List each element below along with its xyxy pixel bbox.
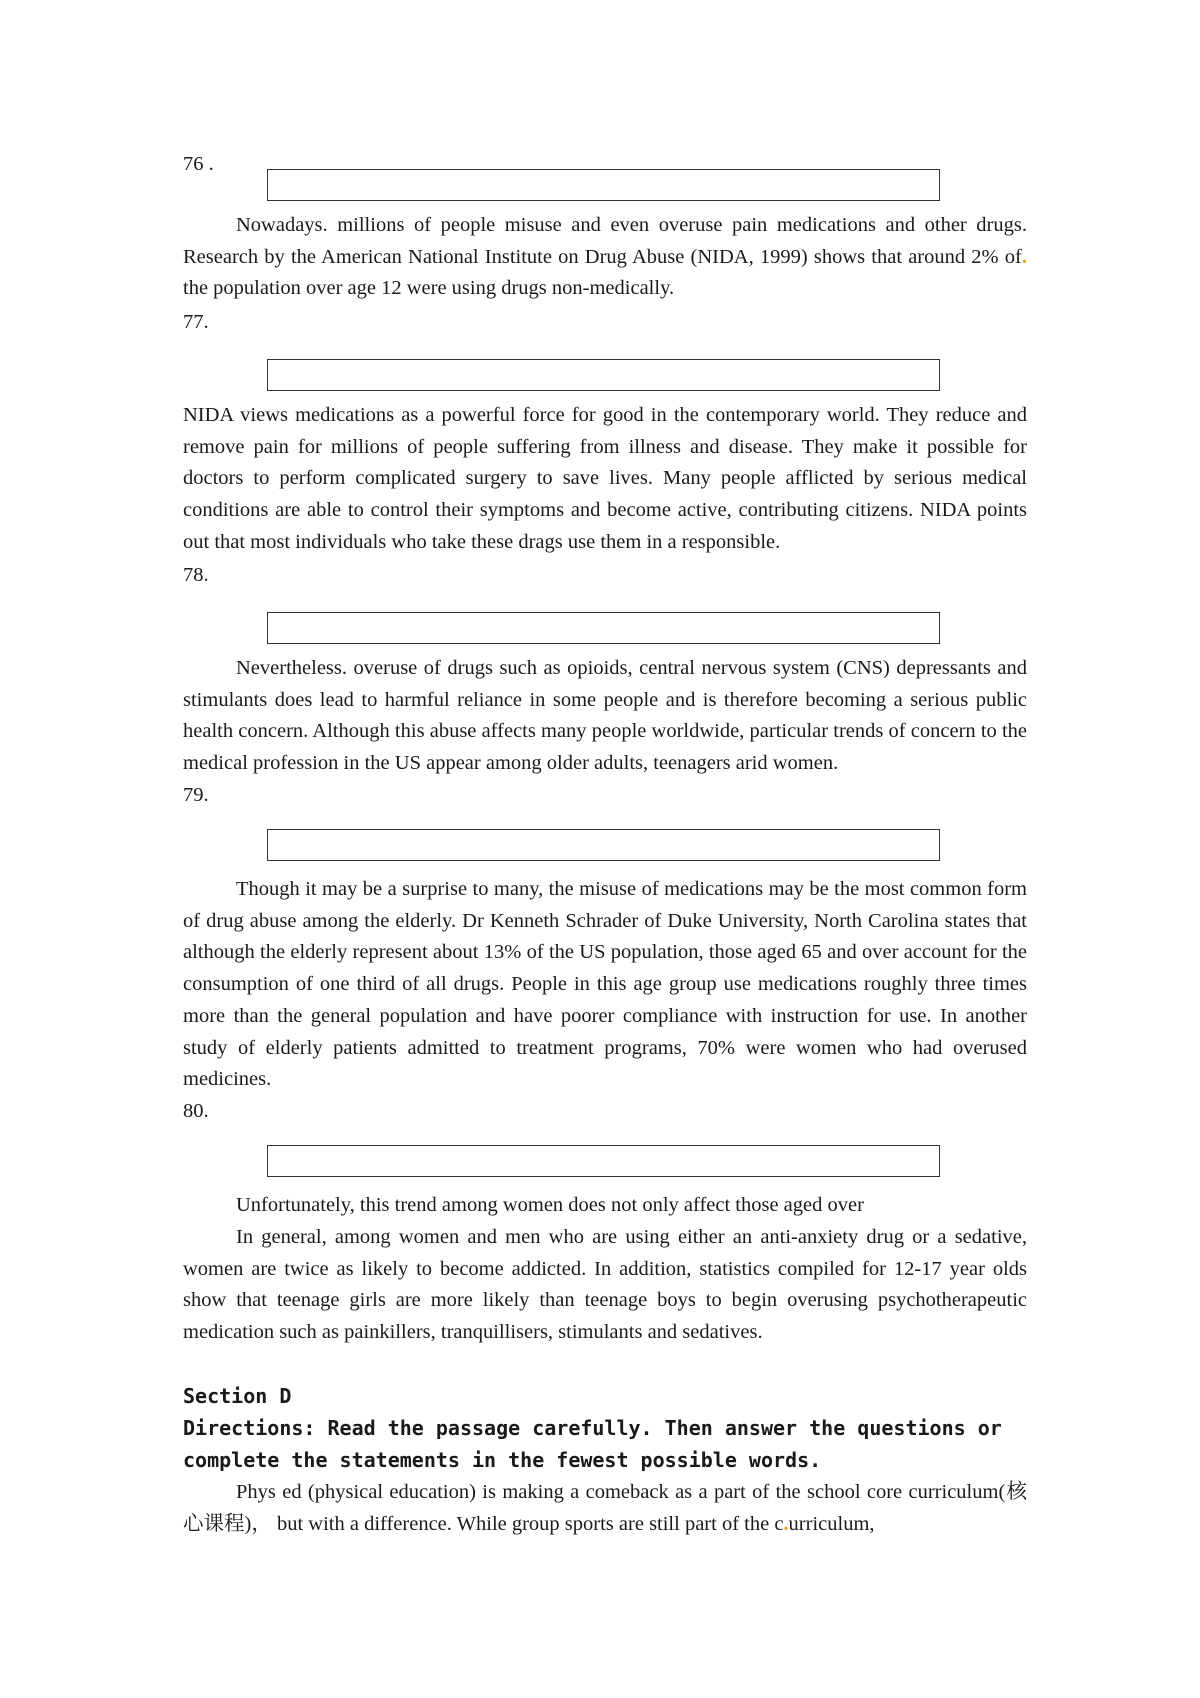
answer-box-77[interactable]	[267, 359, 940, 391]
section-d-title: Section D	[183, 1384, 292, 1408]
question-number-80: 80.	[183, 1100, 209, 1122]
question-number-76: 76 .	[183, 153, 214, 175]
section-d-paragraph-1-text-b: urriculum,	[788, 1512, 875, 1535]
paragraph-1	[183, 210, 1027, 305]
paragraph-5a: Unfortunately, this trend among women does not only affect those aged over	[236, 1194, 864, 1216]
highlight-dot: .	[1021, 245, 1027, 268]
section-d-directions: Directions: Read the passage carefully. Then answer the questions or complete the statements in the fewest possible words.	[183, 1416, 1002, 1472]
paragraph-4: Though it may be a surprise to many, the misuse of medications may be the most common form of drug abuse among the elderly. Dr Kenneth Schrader of Duke University, North Carolina states that although the elderly represent about 13% of the US population, those aged 65 and over account for the consumption of one third of all drugs. People in this age group use medications roughly three times more than the general population and have poorer compliance with instruction for use. In another study of elderly patients admitted to treatment programs, 70% were women who had overused medicines.	[183, 878, 1027, 1091]
section-d-paragraph-1	[183, 1477, 1027, 1540]
question-number-78: 78.	[183, 564, 209, 586]
highlight-dot-2: .	[783, 1512, 789, 1535]
paragraph-3: Nevertheless. overuse of drugs such as opioids, central nervous system (CNS) depressants and stimulants does lead to harmful reliance in some people and is therefore becoming a serious public health concern. Although this abuse affects many people worldwide, particular trends of concern to the medical profession in the US appear among older adults, teenagers arid women.	[183, 657, 1027, 775]
question-number-77: 77.	[183, 311, 209, 333]
section-d-paragraph-1-text-a: Phys ed (physical education) is making a comeback as a part of the school core curriculum(核心课程)， but with a difference. While group sports are still part of the c	[183, 1481, 1027, 1535]
question-number-79: 79.	[183, 784, 209, 806]
answer-box-79[interactable]	[267, 829, 940, 861]
answer-box-76[interactable]	[267, 169, 940, 201]
paragraph-1-text-a: Nowadays. millions of people misuse and even overuse pain medications and other drugs. Research by the American National Institute on Drug Abuse (NIDA, 1999) shows that around 2% of	[183, 214, 1027, 268]
answer-box-78[interactable]	[267, 612, 940, 644]
paragraph-5b: In general, among women and men who are using either an anti-anxiety drug or a sedative, women are twice as likely to become addicted. In addition, statistics compiled for 12-17 year olds show that teenage girls are more likely than teenage boys to begin overusing psychotherapeutic medication such as painkillers, tranquillisers, stimulants and sedatives.	[183, 1226, 1027, 1344]
paragraph-2: NIDA views medications as a powerful force for good in the contemporary world. They reduce and remove pain for millions of people suffering from illness and disease. They make it possible for doctors to perform complicated surgery to save lives. Many people afflicted by serious medical conditions are able to control their symptoms and become active, contributing citizens. NIDA points out that most individuals who take these drags use them in a responsible.	[183, 404, 1027, 553]
answer-box-80[interactable]	[267, 1145, 940, 1177]
paragraph-1-text-b: the population over age 12 were using drugs non-medically.	[183, 277, 675, 300]
